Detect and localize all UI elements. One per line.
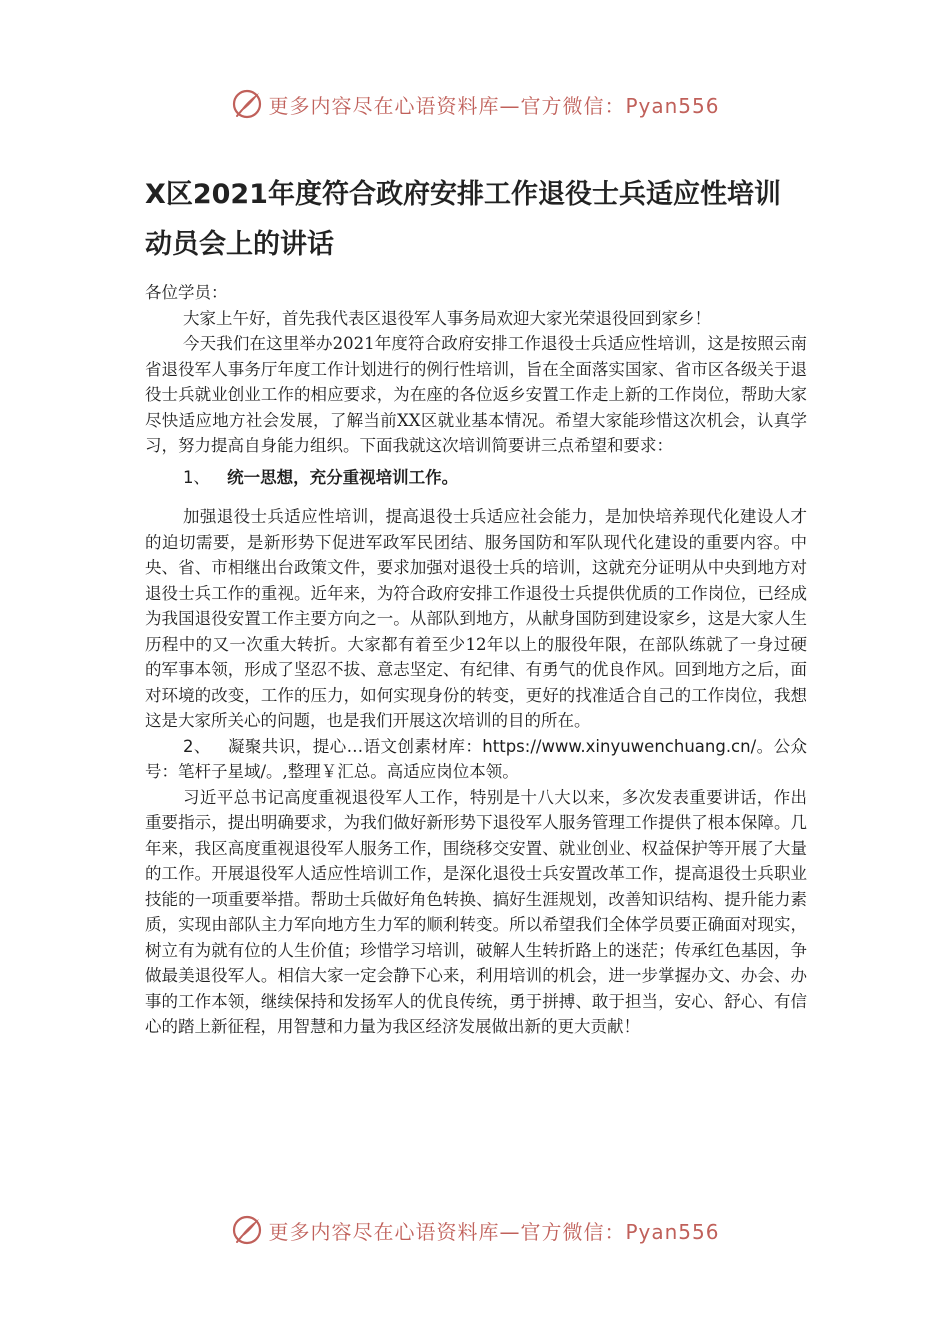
- greeting: 各位学员：: [145, 283, 228, 302]
- section-2-heading: [145, 734, 807, 785]
- paragraph-4: 习近平总书记高度重视退役军人工作，特别是十八大以来，多次发表重要讲话，作出重要指示，提出明确要求，为我们做好新形势下退役军人服务管理工作提供了根本保障。几年来，我区高度重视退役军人服务工作，围绕移交安置、就业创业、权益保护等开展了大量的工作。开展退役军人适应性培训工作，是深化退役士兵安置改革工作，提高退役士兵职业技能的一项重要举措。帮助士兵做好角色转换、搞好生涯规划，改善知识结构、提升能力素质，实现由部队主力军向地方生力军的顺利转变。所以希望我们全体学员要正确面对现实，树立有为就有位的人生价值；珍惜学习培训，破解人生转折路上的迷茫；传承红色基因，争做最美退役军人。相信大家一定会静下心来，利用培训的机会，进一步掌握办文、办会、办事的工作本领，继续保持和发扬军人的优良传统，勇于拼搏、敢于担当，安心、舒心、有信心的踏上新征程，用智慧和力量为我区经济发展做出新的更大贡献！: [145, 787, 807, 1036]
- header-banner: [0, 82, 950, 126]
- paragraph-2: 今天我们在这里举办2021年度符合政府安排工作退役士兵适应性培训，这是按照云南省退役军人事务厅年度工作计划进行的例行性培训，旨在全面落实国家、省市区各级关于退役士兵就业创业工作的相应要求，为在座的各位返乡安置工作走上新的工作岗位，帮助大家尽快适应地方社会发展，了解当前XX区就业基本情况。希望大家能珍惜这次机会，认真学习，努力提高自身能力组织。下面我就这次培训简要讲三点希望和要求：: [145, 334, 807, 455]
- section-2-url-link[interactable]: https://www.xinyuwenchuang.cn/: [482, 736, 757, 756]
- quill-pen-logo-icon: [230, 1213, 264, 1247]
- document-title: X区2021年度符合政府安排工作退役士兵适应性培训动员会上的讲话: [145, 179, 781, 260]
- banner-text: 更多内容尽在心语资料库—官方微信：Pyan556: [268, 93, 720, 118]
- section-1-text: 统一思想，充分重视培训工作。: [227, 467, 459, 487]
- footer-banner: [0, 1208, 950, 1252]
- section-1-number: 1、: [182, 467, 210, 487]
- document-body: [145, 280, 807, 1040]
- section-2-text-b: 。公众号：笔杆子星域/。,整理￥汇总。高适应岗位本领。: [145, 736, 808, 781]
- paragraph-3: 加强退役士兵适应性培训，提高退役士兵适应社会能力，是加快培养现代化建设人才的迫切需要，是新形势下促进军政军民团结、服务国防和军队现代化建设的重要内容。中央、省、市相继出台政策文件，要求加强对退役士兵的培训，这就充分证明从中央到地方对退役士兵工作的重视。近年来，为符合政府安排工作退役士兵提供优质的工作岗位，已经成为我国退役安置工作主要方向之一。从部队到地方，从献身国防到建设家乡，这是大家人生历程中的又一次重大转折。大家都有着至少12年以上的服役年限，在部队练就了一身过硬的军事本领，形成了坚忍不拔、意志坚定、有纪律、有勇气的优良作风。回到地方之后，面对环境的改变，工作的压力，如何实现身份的转变，更好的找准适合自己的工作岗位，我想这是大家所关心的问题，也是我们开展这次培训的目的所在。: [145, 507, 807, 730]
- section-2-number: 2、: [182, 736, 211, 756]
- section-1-heading: [145, 465, 807, 491]
- banner-text-footer: 更多内容尽在心语资料库—官方微信：Pyan556: [268, 1219, 720, 1244]
- quill-pen-logo-icon: [230, 87, 264, 121]
- section-2-text-a: 凝聚共识，提心…语文创素材库：: [227, 736, 483, 756]
- paragraph-1: 大家上午好，首先我代表区退役军人事务局欢迎大家光荣退役回到家乡！: [182, 308, 711, 328]
